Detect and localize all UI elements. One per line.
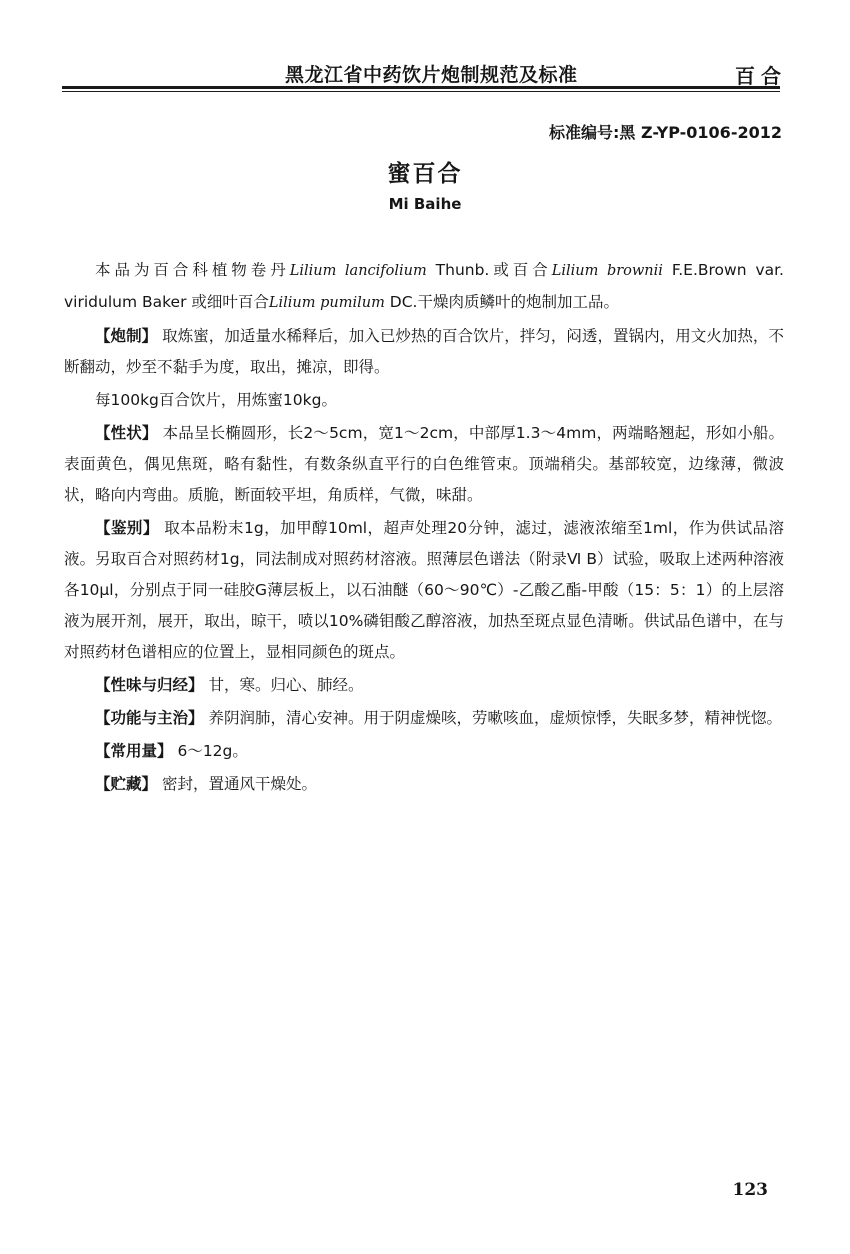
- section-nature-meridian: [64, 670, 784, 701]
- header-rule: [62, 86, 780, 89]
- page-title: 蜜百合: [387, 161, 463, 187]
- running-header-section: 百合: [735, 64, 787, 88]
- intro-text: DC.干燥肉质鳞叶的炮制加工品。: [384, 293, 619, 311]
- section-text: 本品呈长椭圆形，长2～5cm，宽1～2cm，中部厚1.3～4mm，两端略翘起，形如小船。表面黄色，偶见焦斑，略有黏性，有数条纵直平行的白色维管束。顶端稍尖。基部较宽，边缘薄，微波状，略向内弯曲。质脆，断面较平坦，角质样，气微，味甜。: [64, 424, 784, 504]
- section-text: 甘，寒。归心、肺经。: [208, 676, 364, 694]
- page-title-pinyin: Mi Baihe: [388, 195, 462, 213]
- section-storage: [64, 769, 784, 800]
- page-number: 123: [732, 1180, 768, 1200]
- section-processing-ratio: [64, 385, 784, 416]
- running-header-title: 黑龙江省中药饮片炮制规范及标准: [285, 64, 578, 86]
- latin-name: Lilium lancifolium: [289, 263, 427, 279]
- latin-name: Lilium pumilum: [268, 295, 385, 311]
- section-text: 每100kg百合饮片，用炼蜜10kg。: [95, 391, 337, 409]
- section-characteristics: [64, 418, 784, 511]
- section-dosage: [64, 736, 784, 767]
- section-text: 养阴润肺，清心安神。用于阴虚燥咳，劳嗽咳血，虚烦惊悸，失眠多梦，精神恍惚。: [208, 709, 782, 727]
- latin-name: Lilium brownii: [551, 263, 663, 279]
- standard-number: 标准编号:黑 Z-YP-0106-2012: [549, 123, 782, 142]
- section-heading: 【贮藏】: [95, 775, 158, 793]
- monograph-body: [64, 255, 784, 802]
- section-heading: 【性状】: [95, 424, 158, 442]
- intro-text: Thunb.或百合: [426, 261, 552, 279]
- section-heading: 【性味与归经】: [95, 676, 204, 694]
- section-text: 6～12g。: [177, 742, 248, 760]
- header-rule-thin: [62, 91, 780, 92]
- section-heading: 【常用量】: [95, 742, 173, 760]
- section-text: 密封，置通风干燥处。: [161, 775, 317, 793]
- section-processing: [64, 321, 784, 383]
- section-heading: 【炮制】: [95, 327, 158, 345]
- section-heading: 【鉴别】: [95, 519, 159, 537]
- section-text: 取本品粉末1g，加甲醇10ml，超声处理20分钟，滤过，滤液浓缩至1ml，作为供试品溶液。另取百合对照药材1g，同法制成对照药材溶液。照薄层色谱法（附录Ⅵ B）试验，吸取上述两种溶液各10μl，分别点于同一硅胶G薄层板上，以石油醚（60～90℃）-乙酸乙酯-甲酸（15：5：1）的上层溶液为展开剂，展开，取出，晾干，喷以10%磷钼酸乙醇溶液，加热至斑点显色清晰。供试品色谱中，在与对照药材色谱相应的位置上，显相同颜色的斑点。: [64, 519, 784, 661]
- section-function-indication: [64, 703, 784, 734]
- intro-text: 本品为百合科植物卷丹: [95, 261, 290, 279]
- section-heading: 【功能与主治】: [95, 709, 204, 727]
- intro-text: F.E.Brown var. viridulum Baker 或细叶百合: [64, 261, 784, 311]
- section-text: 取炼蜜，加适量水稀释后，加入已炒热的百合饮片，拌匀，闷透，置锅内，用文火加热，不断翻动，炒至不黏手为度，取出，摊凉，即得。: [64, 327, 784, 376]
- section-identification: [64, 513, 784, 668]
- intro-paragraph: [64, 255, 784, 319]
